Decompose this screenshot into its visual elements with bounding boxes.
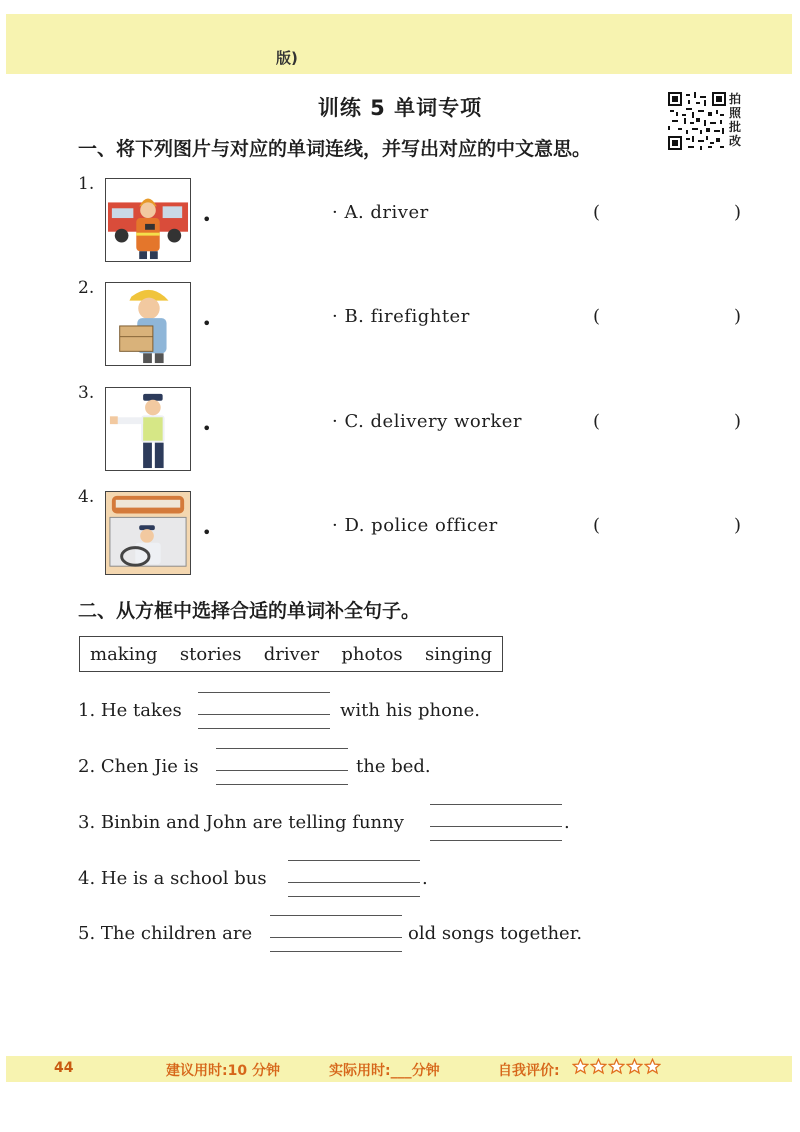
- word-bank-item: making: [90, 643, 158, 665]
- top-header-band: [6, 14, 792, 74]
- self-evaluation-label: 自我评价:: [498, 1063, 560, 1079]
- firefighter-icon: [105, 178, 191, 262]
- police-officer-icon: [105, 387, 191, 471]
- answer-blank-5[interactable]: [270, 913, 402, 953]
- matching-row-2: 2. • · B. firefighter ( ): [0, 278, 800, 368]
- qr-code-icon[interactable]: [668, 92, 726, 150]
- section-2-heading: 二、从方框中选择合适的单词补全句子。: [78, 600, 421, 622]
- word-bank-item: stories: [179, 643, 242, 665]
- answer-blank-3[interactable]: [430, 802, 562, 842]
- self-evaluation-stars[interactable]: [572, 1058, 661, 1075]
- section-1-heading: 一、将下列图片与对应的单词连线，并写出对应的中文意思。: [78, 138, 592, 160]
- matching-word-b[interactable]: · B. firefighter: [332, 306, 470, 327]
- page-title: 训练 5 单词专项: [317, 96, 483, 120]
- answer-blank-1[interactable]: [198, 690, 330, 730]
- star-icon[interactable]: [644, 1058, 661, 1075]
- matching-row-3: 3. • · C. delivery worker ( ): [0, 383, 800, 473]
- matching-word-d[interactable]: · D. police officer: [332, 515, 498, 536]
- delivery-worker-icon: [105, 282, 191, 366]
- matching-word-a[interactable]: · A. driver: [332, 202, 429, 223]
- star-icon[interactable]: [572, 1058, 589, 1075]
- word-bank-item: singing: [424, 643, 492, 665]
- word-bank: [79, 636, 503, 672]
- star-icon[interactable]: [626, 1058, 643, 1075]
- matching-row-1: 1. • · A. driver ( ): [0, 174, 800, 264]
- answer-blank-4[interactable]: [288, 858, 420, 898]
- matching-word-c[interactable]: · C. delivery worker: [332, 411, 523, 432]
- bus-driver-icon: [105, 491, 191, 575]
- word-bank-item: photos: [341, 643, 403, 665]
- answer-blank-2[interactable]: [216, 746, 348, 786]
- suggested-time: 建议用时:10 分钟: [166, 1063, 280, 1079]
- word-bank-item: driver: [263, 643, 320, 665]
- matching-row-4: 4. • · D. police officer ( ): [0, 487, 800, 577]
- star-icon[interactable]: [590, 1058, 607, 1075]
- qr-caption: 拍 照 批 改: [729, 92, 742, 148]
- actual-time: 实际用时:___分钟: [329, 1063, 440, 1079]
- header-series: 版): [276, 49, 298, 67]
- page-number: 44: [54, 1060, 74, 1076]
- footer-band: [6, 1056, 792, 1082]
- star-icon[interactable]: [608, 1058, 625, 1075]
